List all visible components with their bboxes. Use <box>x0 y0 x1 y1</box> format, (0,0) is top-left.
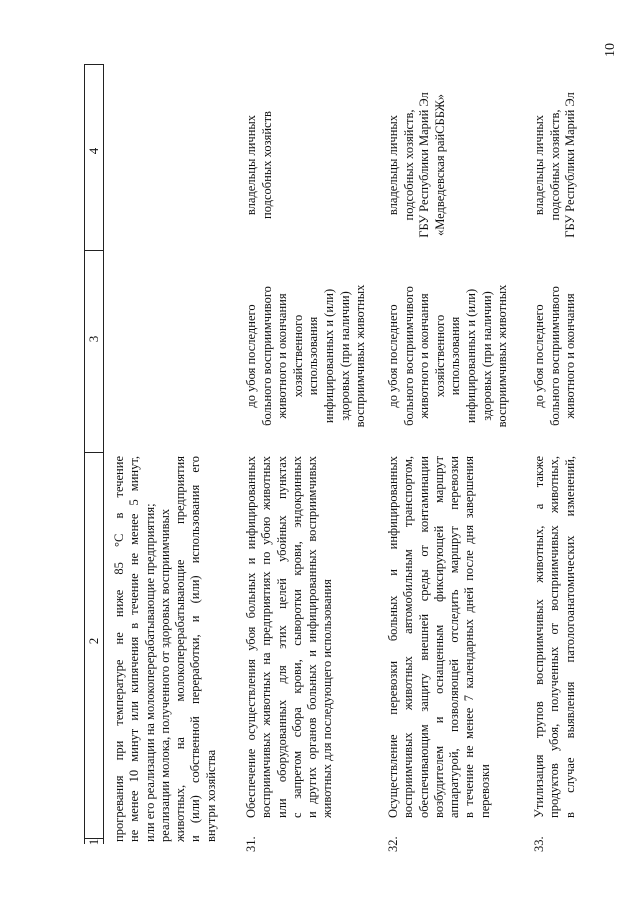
measure-text: Обеспечение осуществления убоя больных и инфицированных восприимчивых животных на предприятиях по убою животных или оборудованных для этих целей убойных пунктах с запретом сбора крови, сыворотки крови, эндокринных и других органов больных и инфицированных восприимчивых животных для последующего использования <box>244 456 335 818</box>
row-32-number: 32. <box>386 836 400 852</box>
measure-text: Утилизация трупов восприимчивых животных, а также продуктов убоя, полученных от восприимчивых животных, в случае выявления патологоанатомических изменений, <box>532 456 577 818</box>
col3-col4-divider <box>84 250 103 251</box>
page-number: 10 <box>603 43 618 57</box>
measure-text: прогревания при температуре не ниже 85 °С в течение не менее 10 минут или кипячения в течение не менее 5 минут, или его реализации на молокоперерабатывающие предприятия; реализации молока, полученного от здоровых восприимчивых животных, на молокоперерабатывающие предприятия и (или) собственной переработки, и (или) использования его внутри хозяйства <box>112 456 218 842</box>
table-top-border <box>84 64 103 65</box>
deadline-text: до убоя последнего больного восприимчивого животного и окончания <box>532 286 578 426</box>
row-31-responsible <box>244 79 280 251</box>
header-col4: 4 <box>86 147 101 155</box>
table-border-left <box>84 64 85 844</box>
deadline-text: до убоя последнего больного восприимчивого животного и окончания хозяйственного использования инфицированных и (или) здоровых (при наличии) восприимчивых животных <box>244 284 368 428</box>
responsible-text: владельцы личных подсобных хозяйств <box>244 111 274 219</box>
row-31-deadline <box>244 259 370 453</box>
row-31-number: 31. <box>244 836 258 852</box>
header-divider <box>103 64 104 844</box>
header-col2: 2 <box>86 637 101 645</box>
row-32-measure <box>386 456 502 818</box>
row-33-responsible <box>532 79 582 251</box>
header-col1: 1 <box>86 838 101 846</box>
row-31-measure <box>244 456 344 818</box>
row-continuation-measure <box>112 456 228 842</box>
row-32-responsible <box>386 79 452 251</box>
row-32-deadline <box>386 259 512 453</box>
col2-col3-divider <box>84 452 103 453</box>
row-33-deadline <box>532 259 582 453</box>
header-col3: 3 <box>86 335 101 343</box>
row-33-measure <box>532 456 584 818</box>
responsible-text: владельцы личных подсобных хозяйств, ГБУ Республики Марий Эл «Медведевская райСББЖ» <box>386 92 447 238</box>
measure-text: Осуществление перевозки больных и инфицированных восприимчивых животных автомобильным транспортом, обеспечивающим защиту внешней среды от контаминации возбудителем и оснащенным фиксирующей маршрут аппаратурой, позволяющей отследить маршрут перевозки в течение не менее 7 календарных дней после дня завершения перевозки <box>386 456 492 818</box>
deadline-text: до убоя последнего больного восприимчивого животного и окончания хозяйственного использования инфицированных и (или) здоровых (при наличии) восприимчивых животных <box>386 284 510 428</box>
responsible-text: владельцы личных подсобных хозяйств, ГБУ Республики Марий Эл <box>532 92 578 238</box>
row-33-number: 33. <box>532 836 546 852</box>
